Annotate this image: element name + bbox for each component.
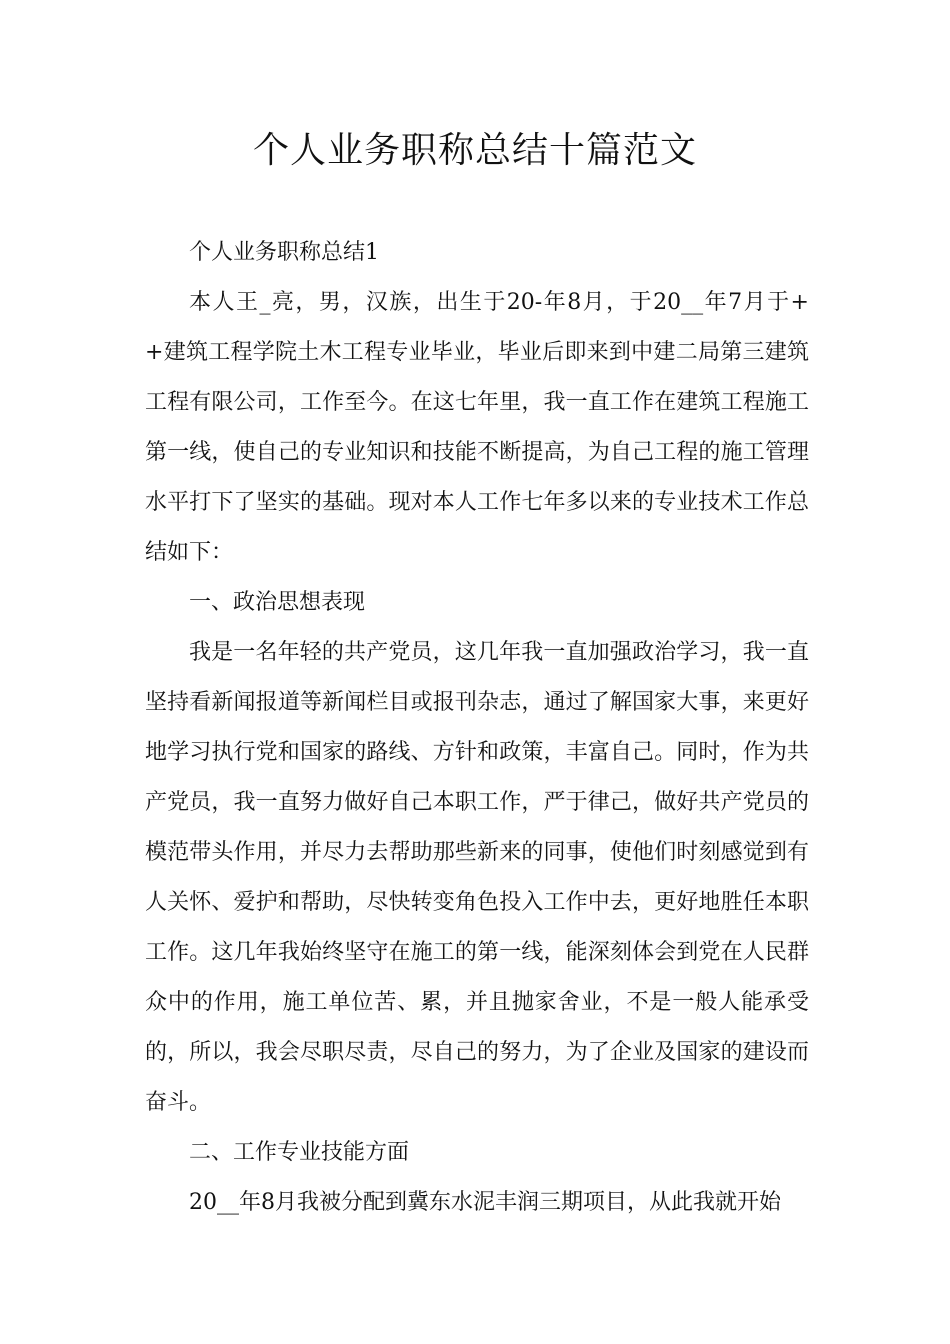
heading-skills: 二、工作专业技能方面 (189, 1140, 410, 1165)
section-title: 个人业务职称总结1 (189, 240, 379, 265)
paragraph-intro: 本人王_亮，男，汉族，出生于20-年8月，于20__年7月于++建筑工程学院土木工程专业毕业，毕业后即来到中建二局第三建筑工程有限公司，工作至今。在这七年里，我一直工作在建筑工程施工第一线，使自己的专业知识和技能不断提高，为自己工程的施工管理水平打下了坚实的基础。现对本人工作七年多以来的专业技术工作总结如下： (145, 290, 809, 565)
heading-political: 一、政治思想表现 (189, 590, 366, 615)
document-body (145, 228, 809, 1228)
paragraph-political: 我是一名年轻的共产党员，这几年我一直加强政治学习，我一直坚持看新闻报道等新闻栏目或报刊杂志，通过了解国家大事，来更好地学习执行党和国家的路线、方针和政策，丰富自己。同时，作为共产党员，我一直努力做好自己本职工作，严于律己，做好共产党员的模范带头作用，并尽力去帮助那些新来的同事，使他们时刻感觉到有人关怀、爱护和帮助，尽快转变角色投入工作中去，更好地胜任本职工作。这几年我始终坚守在施工的第一线，能深刻体会到党在人民群众中的作用，施工单位苦、累，并且抛家舍业，不是一般人能承受的，所以，我会尽职尽责，尽自己的努力，为了企业及国家的建设而奋斗。 (145, 640, 809, 1115)
paragraph-skills: 20__年8月我被分配到冀东水泥丰润三期项目，从此我就开始 (189, 1190, 781, 1215)
document-title: 个人业务职称总结十篇范文 (252, 130, 697, 171)
